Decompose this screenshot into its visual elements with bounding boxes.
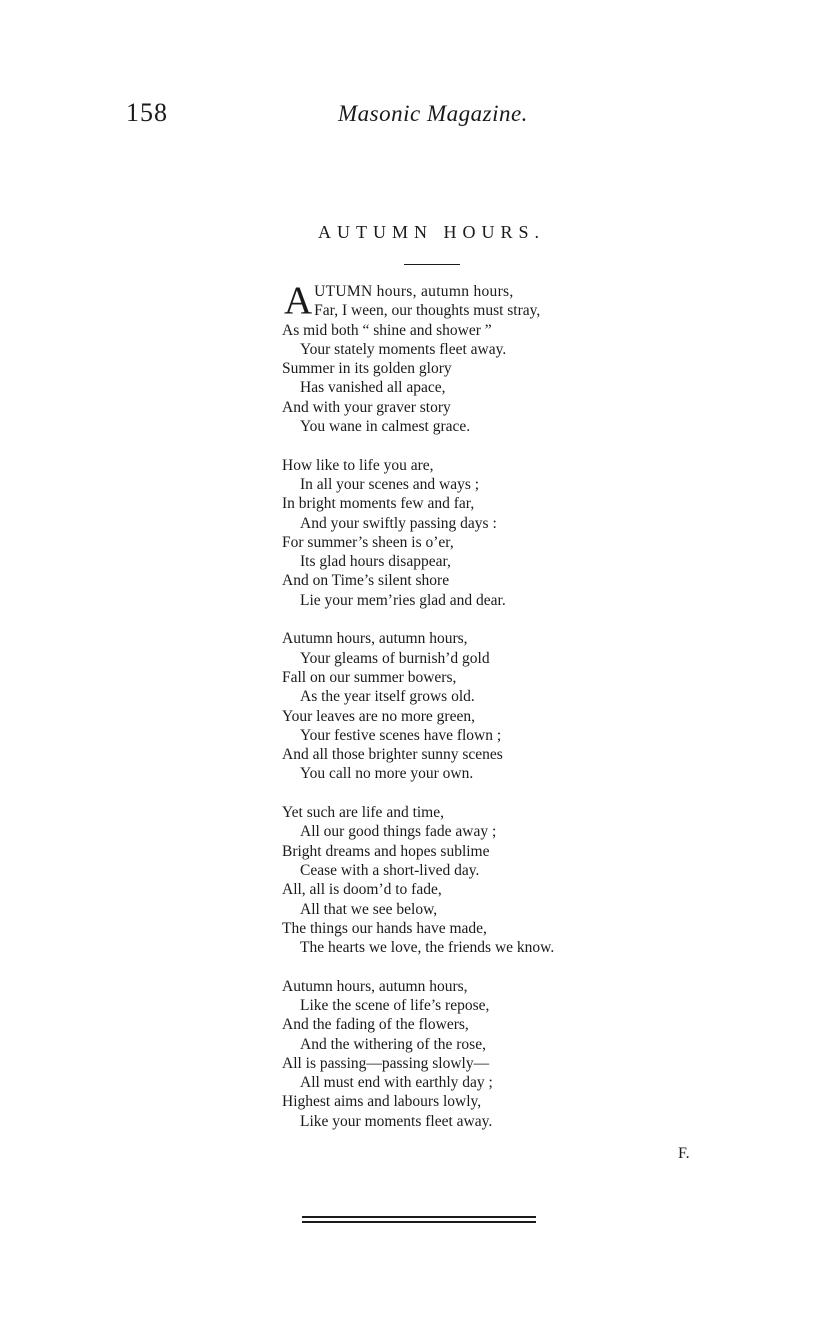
poem-line: And all those brighter sunny scenes [282, 746, 503, 764]
poem-line: All that we see below, [300, 900, 438, 918]
title-rule [404, 264, 460, 265]
poem-line: Has vanished all apace, [300, 379, 446, 397]
author-signature: F. [678, 1145, 690, 1162]
poem-line: Highest aims and labours lowly, [282, 1093, 482, 1111]
poem-line: Cease with a short-lived day. [300, 861, 480, 879]
poem-line: In all your scenes and ways ; [300, 475, 480, 493]
end-rule [302, 1216, 536, 1223]
poem-line: All is passing—passing slowly— [282, 1054, 490, 1072]
poem-line: And the withering of the rose, [300, 1035, 486, 1053]
poem-line: Your gleams of burnish’d gold [300, 649, 490, 667]
poem-line: Yet such are life and time, [282, 804, 444, 822]
poem-body [282, 279, 662, 1150]
stanza-2 [282, 456, 662, 610]
poem-line: Bright dreams and hopes sublime [282, 842, 490, 860]
poem-line: All our good things fade away ; [300, 823, 497, 841]
poem-line: Summer in its golden glory [282, 360, 452, 378]
stanza-5 [282, 977, 662, 1131]
poem-line: You wane in calmest grace. [300, 418, 471, 436]
poem-line: And with your graver story [282, 398, 451, 416]
stanza-4 [282, 803, 662, 957]
poem-line: All, all is doom’d to fade, [282, 881, 442, 899]
stanza-1 [282, 279, 662, 436]
poem-line: And the fading of the flowers, [282, 1016, 469, 1034]
poem-line: All must end with earthly day ; [300, 1074, 493, 1092]
poem-line: Your leaves are no more green, [282, 707, 475, 725]
poem-line: Far, I ween, our thoughts must stray, [314, 302, 541, 320]
poem-line: For summer’s sheen is o’er, [282, 533, 454, 551]
poem-line: Autumn hours, autumn hours, [282, 977, 468, 995]
poem-line: Lie your mem’ries glad and dear. [300, 591, 506, 609]
poem-line: Your stately moments fleet away. [300, 340, 507, 358]
poem-line: Autumn hours, autumn hours, [282, 630, 468, 648]
poem-line: You call no more your own. [300, 765, 474, 783]
poem-line: UTUMN hours, autumn hours, [314, 283, 514, 300]
poem-line: As the year itself grows old. [300, 688, 475, 706]
poem-line: Like your moments fleet away. [300, 1112, 493, 1130]
poem-line: And your swiftly passing days : [300, 514, 497, 532]
poem-title: AUTUMN HOURS. [318, 222, 546, 242]
stanza-3 [282, 629, 662, 783]
poem-line: Like the scene of life’s repose, [300, 996, 490, 1014]
running-head: Masonic Magazine. [338, 101, 528, 126]
poem-line: As mid both “ shine and shower ” [282, 321, 492, 339]
poem-line: Your festive scenes have flown ; [300, 726, 502, 744]
poem-line: The things our hands have made, [282, 919, 487, 937]
poem-line: Fall on our summer bowers, [282, 668, 457, 686]
poem-line: Its glad hours disappear, [300, 553, 451, 571]
poem-line: In bright moments few and far, [282, 495, 475, 513]
poem-line: How like to life you are, [282, 456, 434, 474]
poem-line: And on Time’s silent shore [282, 572, 450, 590]
poem-line: The hearts we love, the friends we know. [300, 939, 555, 957]
page-number: 158 [126, 98, 168, 127]
drop-cap: A [284, 279, 313, 322]
